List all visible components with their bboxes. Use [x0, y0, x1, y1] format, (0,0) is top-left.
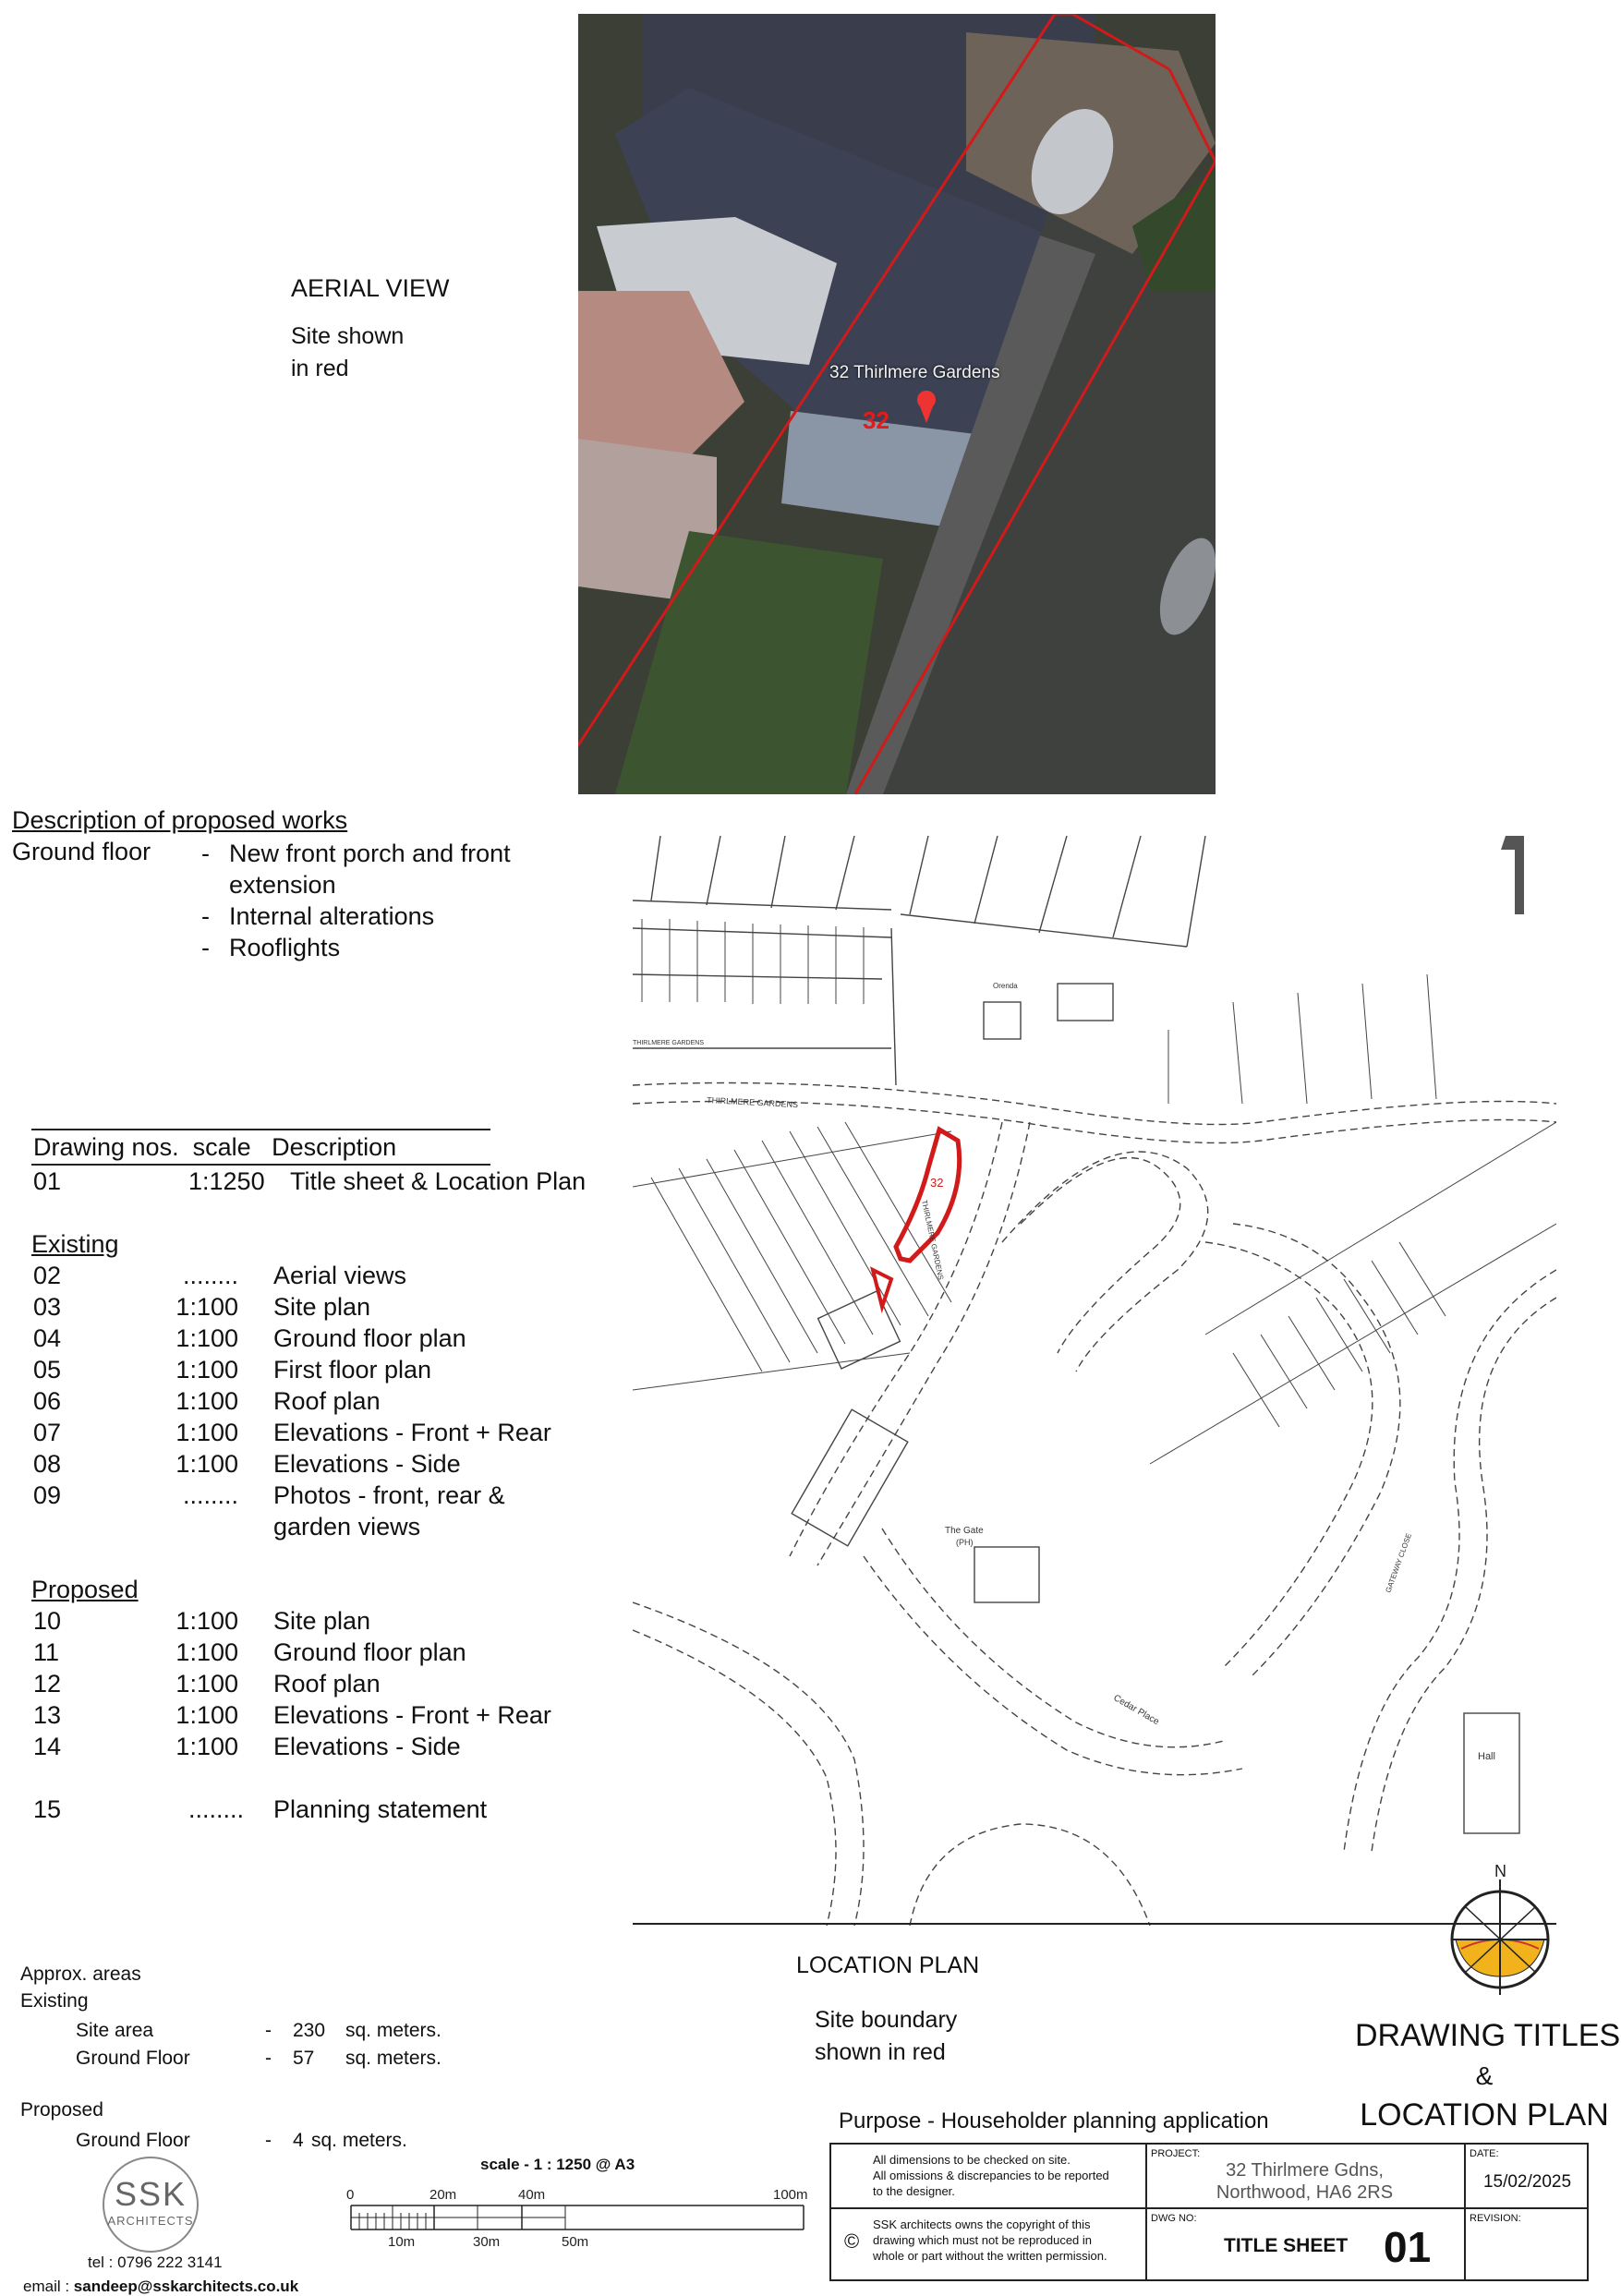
drawing-scale: ........ — [182, 1481, 238, 1509]
areas-proposed-label: Proposed — [20, 2099, 103, 2121]
purpose-text: Purpose - Householder planning application — [839, 2109, 1269, 2133]
tb-divider — [831, 2207, 1464, 2209]
proposed-label: Proposed — [31, 1576, 139, 1603]
drawing-scale: 1:100 — [175, 1670, 238, 1698]
tb-project-line1: 32 Thirlmere Gdns, — [1226, 2160, 1384, 2181]
tb-note2-line3: whole or part without the written permission. — [873, 2249, 1107, 2263]
drawing-no: 08 — [33, 1450, 62, 1478]
aerial-note-line1: Site shown — [291, 323, 405, 349]
drawing-desc: Ground floor plan — [273, 1324, 466, 1352]
existing-label: Existing — [31, 1230, 119, 1258]
map-label-ph: (PH) — [956, 1538, 974, 1547]
contact-email-row — [23, 2278, 298, 2296]
tb-note1 — [873, 2152, 1109, 2199]
location-plan-map — [633, 836, 1556, 1926]
logo-main-text: SSK — [114, 2175, 188, 2213]
drawing-desc: garden views — [273, 1513, 421, 1541]
drawing-row — [31, 1605, 623, 1637]
map-label-site-number: 32 — [930, 1176, 944, 1190]
area-gf-existing-dash: - — [265, 2048, 272, 2069]
location-note-line2: shown in red — [815, 2039, 946, 2065]
contact-email-prefix: email : — [23, 2278, 74, 2295]
area-gf-existing-unit: sq. meters. — [345, 2048, 442, 2069]
scale-label: 50m — [562, 2234, 589, 2250]
works-item-text: Rooflights — [229, 934, 341, 961]
works-list — [201, 838, 511, 963]
aerial-note-line2: in red — [291, 356, 349, 381]
works-item: - Internal alterations — [201, 902, 435, 930]
works-item: - Rooflights — [201, 934, 341, 961]
tb-project-line2: Northwood, HA6 2RS — [1216, 2182, 1394, 2203]
drawing-scale: 1:1250 — [188, 1167, 265, 1195]
tb-note2-line1: SSK architects owns the copyright of this — [873, 2217, 1091, 2231]
aerial-note — [291, 320, 404, 385]
drawing-no: 04 — [33, 1324, 62, 1352]
header-scale: scale — [192, 1133, 251, 1161]
drawing-no: 14 — [33, 1733, 62, 1760]
drawing-row — [31, 1354, 623, 1385]
drawing-scale: 1:100 — [175, 1356, 238, 1384]
contact-email: sandeep@sskarchitects.co.uk — [73, 2278, 299, 2295]
map-label-thirlmere-top: THIRLMERE GARDENS — [706, 1095, 799, 1110]
tb-revision-label: REVISION: — [1470, 2213, 1521, 2224]
aerial-heading: AERIAL VIEW — [291, 274, 450, 302]
areas-title: Approx. areas — [20, 1964, 141, 1985]
tb-note2-line2: drawing which must not be reproduced in — [873, 2233, 1093, 2247]
works-item: - New front porch and front — [201, 840, 511, 867]
drawing-no: 09 — [33, 1481, 62, 1509]
logo-sub-text: ARCHITECTS — [107, 2214, 194, 2228]
drawing-row — [31, 1731, 623, 1762]
area-gf-proposed-value: 4 — [293, 2130, 304, 2151]
map-label-orenda: Orenda — [993, 982, 1018, 990]
drawing-no: 11 — [33, 1638, 60, 1666]
title-block — [829, 2143, 1589, 2281]
existing-rows — [31, 1260, 623, 1511]
tb-note1-line2: All omissions & discrepancies to be reported — [873, 2169, 1109, 2182]
ssk-logo — [103, 2157, 199, 2253]
compass-north-label: N — [1494, 1862, 1506, 1880]
scale-label: 0 — [346, 2187, 355, 2203]
drawing-list — [31, 1129, 623, 1825]
scale-label: 40m — [518, 2187, 546, 2203]
drawing-no: 02 — [33, 1262, 62, 1289]
drawing-scale: ........ — [188, 1795, 245, 1823]
area-site-unit: sq. meters. — [345, 2020, 442, 2041]
drawing-no: 05 — [33, 1356, 62, 1384]
area-gf-existing-value: 57 — [293, 2048, 315, 2069]
works-item-text: New front porch and front — [229, 840, 511, 867]
map-label-thirlmere-side: THIRLMERE GARDENS — [920, 1199, 946, 1281]
map-label-gateway-close: GATEWAY CLOSE — [1384, 1531, 1414, 1594]
tb-project — [1145, 2159, 1464, 2204]
drawing-no: 03 — [33, 1293, 62, 1321]
drawing-scale: 1:100 — [175, 1324, 238, 1352]
drawing-desc: Elevations - Side — [273, 1450, 461, 1478]
drawing-no: 15 — [33, 1795, 62, 1823]
drawing-desc: First floor plan — [273, 1356, 432, 1384]
drawing-row — [31, 1480, 623, 1511]
drawing-no: 10 — [33, 1607, 62, 1635]
drawing-row — [31, 1260, 623, 1291]
tb-divider — [1464, 2145, 1466, 2279]
drawing-row — [31, 1448, 623, 1480]
drawing-desc: Ground floor plan — [273, 1638, 466, 1666]
works-item-text: Internal alterations — [229, 902, 435, 930]
drawing-scale: 1:100 — [175, 1638, 238, 1666]
map-label-thirlmere-road: THIRLMERE GARDENS — [633, 1040, 705, 1046]
scale-bar — [346, 2185, 817, 2268]
scale-label: 30m — [473, 2234, 501, 2250]
drawing-row — [31, 1668, 623, 1699]
aerial-photo — [578, 14, 1216, 794]
drawing-row — [31, 1699, 623, 1731]
drawing-scale: 1:100 — [175, 1450, 238, 1478]
location-note-line1: Site boundary — [815, 2007, 958, 2033]
scale-label: 10m — [388, 2234, 416, 2250]
location-plan-note — [815, 2004, 957, 2069]
drawing-desc: Elevations - Front + Rear — [273, 1701, 551, 1729]
drawing-scale: 1:100 — [175, 1607, 238, 1635]
drawing-row — [31, 1385, 623, 1417]
area-gf-proposed-label: Ground Floor — [76, 2130, 190, 2151]
tb-date: 15/02/2025 — [1482, 2172, 1572, 2192]
drawing-desc: Elevations - Side — [273, 1733, 461, 1760]
drawing-no: 06 — [33, 1387, 62, 1415]
works-item-text: extension — [229, 871, 336, 899]
area-site-label: Site area — [76, 2020, 154, 2041]
drawing-desc: Aerial views — [273, 1262, 407, 1289]
drawing-title-line2: & — [1475, 2061, 1494, 2090]
map-label-the-gate: The Gate — [945, 1526, 984, 1536]
map-label-cedar-place: Cedar Place — [1111, 1693, 1161, 1728]
tb-sheet-label: TITLE SHEET — [1224, 2235, 1349, 2256]
drawing-no: 12 — [33, 1670, 62, 1698]
proposed-rows — [31, 1605, 623, 1762]
drawing-desc: Roof plan — [273, 1670, 381, 1698]
drawing-no: 07 — [33, 1419, 62, 1446]
drawing-desc: Planning statement — [273, 1795, 488, 1823]
tb-note1-line3: to the designer. — [873, 2184, 955, 2198]
drawing-row — [31, 1166, 623, 1197]
tb-note2 — [873, 2217, 1107, 2264]
areas-existing-label: Existing — [20, 1990, 89, 2012]
north-compass-icon — [1443, 1856, 1563, 1995]
tb-project-label: PROJECT: — [1151, 2148, 1201, 2159]
drawing-desc: Elevations - Front + Rear — [273, 1419, 551, 1446]
contact-tel: tel : 0796 222 3141 — [88, 2254, 223, 2271]
map-label-hall: Hall — [1478, 1751, 1495, 1762]
drawing-scale: ........ — [182, 1262, 238, 1289]
drawing-row — [31, 1417, 623, 1448]
tb-date-label: DATE: — [1470, 2148, 1499, 2159]
area-gf-existing-label: Ground Floor — [76, 2048, 190, 2069]
header-desc: Description — [272, 1133, 397, 1161]
aerial-house-number: 32 — [863, 406, 889, 434]
map-baseline — [633, 1923, 1556, 1925]
header-nos: Drawing nos. — [33, 1133, 179, 1161]
works-title: Description of proposed works — [12, 806, 348, 834]
drawing-desc: Title sheet & Location Plan — [290, 1167, 587, 1195]
area-gf-proposed-unit: sq. meters. — [311, 2130, 407, 2151]
aerial-address-label: 32 Thirlmere Gardens — [829, 363, 1000, 382]
drawing-desc: Roof plan — [273, 1387, 381, 1415]
scale-label: 100m — [773, 2187, 808, 2203]
drawing-scale: 1:100 — [175, 1701, 238, 1729]
tb-dwg-label: DWG NO: — [1151, 2213, 1197, 2224]
tb-sheet-number: 01 — [1384, 2223, 1432, 2271]
drawing-row — [31, 1323, 623, 1354]
location-plan-title: LOCATION PLAN — [796, 1952, 980, 1978]
scale-title: scale - 1 : 1250 @ A3 — [480, 2156, 635, 2173]
area-gf-proposed-dash: - — [265, 2130, 272, 2151]
drawing-row — [31, 1794, 623, 1825]
drawing-row — [31, 1637, 623, 1668]
drawing-title-line3: LOCATION PLAN — [1360, 2097, 1609, 2133]
drawing-no: 13 — [33, 1701, 62, 1729]
drawing-no: 01 — [33, 1167, 62, 1195]
works-item-continued — [201, 869, 511, 900]
drawing-list-header — [31, 1129, 490, 1166]
area-site-value: 230 — [293, 2020, 326, 2041]
tb-divider — [1464, 2207, 1587, 2209]
drawing-desc: Site plan — [273, 1293, 371, 1321]
drawing-scale: 1:100 — [175, 1419, 238, 1446]
drawing-desc: Site plan — [273, 1607, 371, 1635]
area-site-dash: - — [265, 2020, 272, 2041]
copyright-icon: © — [844, 2230, 860, 2253]
drawing-scale: 1:100 — [175, 1733, 238, 1760]
drawing-row-continued — [31, 1511, 623, 1542]
scale-label: 20m — [429, 2187, 457, 2203]
drawing-desc: Photos - front, rear & — [273, 1481, 505, 1509]
drawing-title — [1355, 2016, 1621, 2135]
works-floor-label: Ground floor — [12, 838, 151, 865]
drawing-title-line1: DRAWING TITLES — [1355, 2018, 1621, 2053]
drawing-scale: 1:100 — [175, 1293, 238, 1321]
drawing-scale: 1:100 — [175, 1387, 238, 1415]
tb-note1-line1: All dimensions to be checked on site. — [873, 2153, 1071, 2167]
drawing-row — [31, 1291, 623, 1323]
